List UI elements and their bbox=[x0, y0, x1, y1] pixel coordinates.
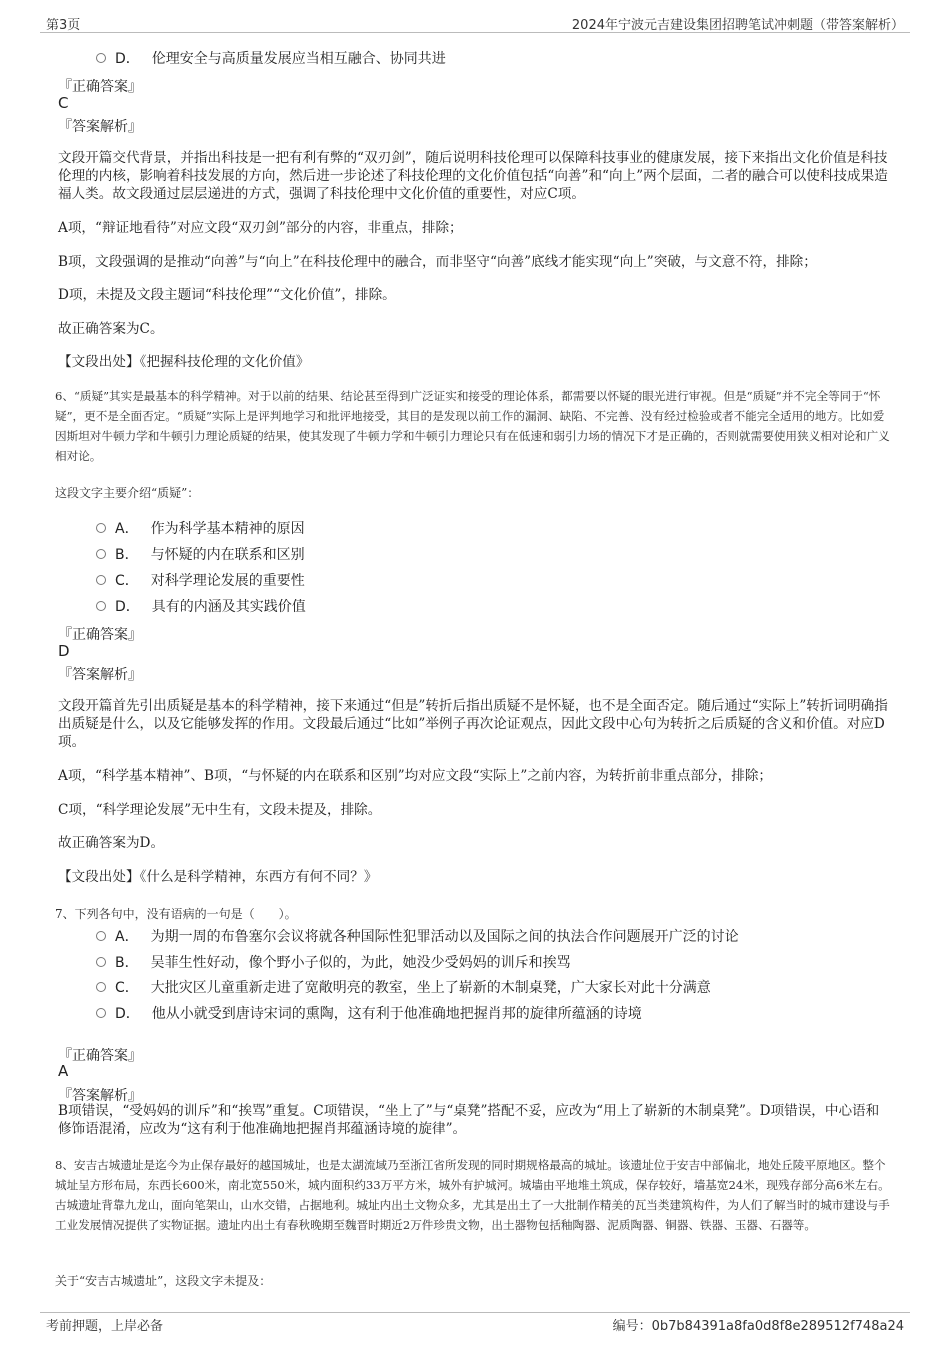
analysis-paragraph: 文段开篇首先引出质疑是基本的科学精神，接下来通过“但是”转折后指出质疑不是怀疑，也不是全面否定。随后通过“实际上”转折词明确指出质疑是什么，以及它能够发挥的作用。文段最后通过“比如”举例子再次论证观点，因此文段中心句为转折之后质疑的含义和价值。对应D项。 bbox=[58, 698, 888, 750]
radio-icon[interactable] bbox=[96, 982, 106, 992]
source-citation: 【文段出处】《什么是科学精神，东西方有何不同？》 bbox=[58, 869, 378, 885]
page-number: 第3页 bbox=[46, 18, 81, 33]
q7-option-b[interactable]: B． 吴菲生性好动，像个野小子似的，为此，她没少受妈妈的训斥和挨骂 bbox=[96, 952, 571, 972]
q7-option-d[interactable]: D． 他从小就受到唐诗宋词的熏陶，这有利于他准确地把握肖邦的旋律所蕴涵的诗境 bbox=[96, 1003, 642, 1023]
radio-icon[interactable] bbox=[96, 53, 106, 63]
correct-answer: C bbox=[58, 94, 69, 112]
analysis-paragraph: B项，文段强调的是推动“向善”与“向上”在科技伦理中的融合，而非坚守“向善”底线才能实现“向上”突破，与文意不符，排除； bbox=[58, 254, 817, 270]
question-stem: 6、“质疑”其实是最基本的科学精神。对于以前的结果、结论甚至得到广泛证实和接受的理论体系，都需要以怀疑的眼光进行审视。但是“质疑”并不完全等同于“怀疑”，更不是全面否定。“质疑”实际上是评判地学习和批评地接受，其目的是发现以前工作的漏洞、缺陷、不完善、没有经过检验或者不能完全适用的地方。比如爱因斯坦对牛顿力学和牛顿引力理论质疑的结果，使其发现了牛顿力学和牛顿引力理论只有在低速和弱引力场的情况下才是正确的，否则就需要使用狭义相对论和广义相对论。 bbox=[55, 389, 890, 463]
radio-icon[interactable] bbox=[96, 931, 106, 941]
analysis-paragraph: 故正确答案为C。 bbox=[58, 321, 164, 337]
question-stem: 8、安吉古城遗址是迄今为止保存最好的越国城址，也是太湖流域乃至浙江省所发现的同时期规格最高的城址。该遗址位于安吉中部偏北，地处丘陵平原地区。整个城址呈方形布局，东西长600米，南北宽550米，城内面积约33万平方米，城外有护城河。城墙由平地堆土筑成，保存较好，墙基宽24米，现残存部分高6米左右。古城遗址背靠九龙山，面向笔架山，山水交错，占据地利。城址内出土文物众多，尤其是出土了一大批制作精美的瓦当类建筑构件，为人们了解当时的城市建设与手工业发展情况提供了实物证据。遗址内出土有春秋晚期至魏晋时期近2万件珍贵文物，出土器物包括釉陶器、泥质陶器、铜器、铁器、玉器、石器等。 bbox=[55, 1158, 890, 1232]
correct-answer-label: 『正确答案』 bbox=[58, 1048, 142, 1064]
analysis-label: 『答案解析』 bbox=[58, 119, 142, 135]
q7-option-c[interactable]: C． 大批灾区儿童重新走进了宽敞明亮的教室，坐上了崭新的木制桌凳，广大家长对此十分满意 bbox=[96, 977, 711, 997]
question-prompt: 这段文字主要介绍“质疑”： bbox=[55, 486, 200, 500]
analysis-paragraph: B项错误，“受妈妈的训斥”和“挨骂”重复。C项错误，“坐上了”与“桌凳”搭配不妥，应改为“用上了崭新的木制桌凳”。D项错误，中心语和修饰语混淆，应改为“这有利于他准确地把握肖邦蕴涵诗境的旋律”。 bbox=[58, 1103, 880, 1137]
correct-answer: D bbox=[58, 642, 70, 660]
footer-slogan: 考前押题，上岸必备 bbox=[46, 1319, 164, 1334]
q6-option-a[interactable]: A． 作为科学基本精神的原因 bbox=[96, 518, 305, 538]
analysis-paragraph: 文段开篇交代背景，并指出科技是一把有利有弊的“双刃剑”，随后说明科技伦理可以保障科技事业的健康发展，接下来指出文化价值是科技伦理的内核，影响着科技发展的方向，然后进一步论述了科技伦理的文化价值包括“向善”和“向上”两个层面，二者的融合可以使科技成果造福人类。故文段通过层层递进的方式，强调了科技伦理中文化价值的重要性，对应C项。 bbox=[58, 150, 888, 202]
radio-icon[interactable] bbox=[96, 549, 106, 559]
analysis-paragraph: 故正确答案为D。 bbox=[58, 835, 165, 851]
q6-option-c[interactable]: C． 对科学理论发展的重要性 bbox=[96, 570, 305, 590]
analysis-paragraph: A项，“科学基本精神”、B项，“与怀疑的内在联系和区别”均对应文段“实际上”之前内容，为转折前非重点部分，排除； bbox=[58, 768, 772, 784]
source-citation: 【文段出处】《把握科技伦理的文化价值》 bbox=[58, 354, 310, 370]
correct-answer: A bbox=[58, 1062, 69, 1080]
radio-icon[interactable] bbox=[96, 957, 106, 967]
radio-icon[interactable] bbox=[96, 523, 106, 533]
document-title: 2024年宁波元吉建设集团招聘笔试冲刺题（带答案解析） bbox=[571, 18, 904, 33]
q7-option-a[interactable]: A． 为期一周的布鲁塞尔会议将就各种国际性犯罪活动以及国际之间的执法合作问题展开广泛的讨论 bbox=[96, 926, 739, 946]
radio-icon[interactable] bbox=[96, 1008, 106, 1018]
page-header bbox=[40, 12, 910, 33]
q6-option-b[interactable]: B． 与怀疑的内在联系和区别 bbox=[96, 544, 305, 564]
correct-answer-label: 『正确答案』 bbox=[58, 627, 142, 643]
analysis-paragraph: C项，“科学理论发展”无中生有，文段未提及，排除。 bbox=[58, 802, 382, 818]
radio-icon[interactable] bbox=[96, 575, 106, 585]
q6-option-d[interactable]: D． 具有的内涵及其实践价值 bbox=[96, 596, 306, 616]
analysis-paragraph: A项，“辩证地看待”对应文段“双刃剑”部分的内容，非重点，排除； bbox=[58, 220, 463, 236]
correct-answer-label: 『正确答案』 bbox=[58, 79, 142, 95]
analysis-paragraph: D项，未提及文段主题词“科技伦理”“文化价值”，排除。 bbox=[58, 287, 396, 303]
document-id: 编号：0b7b84391a8fa0d8f8e289512f748a24 bbox=[612, 1319, 904, 1334]
question-stem: 7、下列各句中，没有语病的一句是（ ）。 bbox=[55, 907, 297, 921]
radio-icon[interactable] bbox=[96, 601, 106, 611]
analysis-label: 『答案解析』 bbox=[58, 1088, 142, 1104]
q5-option-d[interactable]: D． 伦理安全与高质量发展应当相互融合、协同共进 bbox=[96, 48, 446, 68]
page-footer bbox=[40, 1312, 910, 1337]
question-prompt: 关于“安吉古城遗址”，这段文字未提及： bbox=[55, 1274, 272, 1288]
analysis-label: 『答案解析』 bbox=[58, 667, 142, 683]
